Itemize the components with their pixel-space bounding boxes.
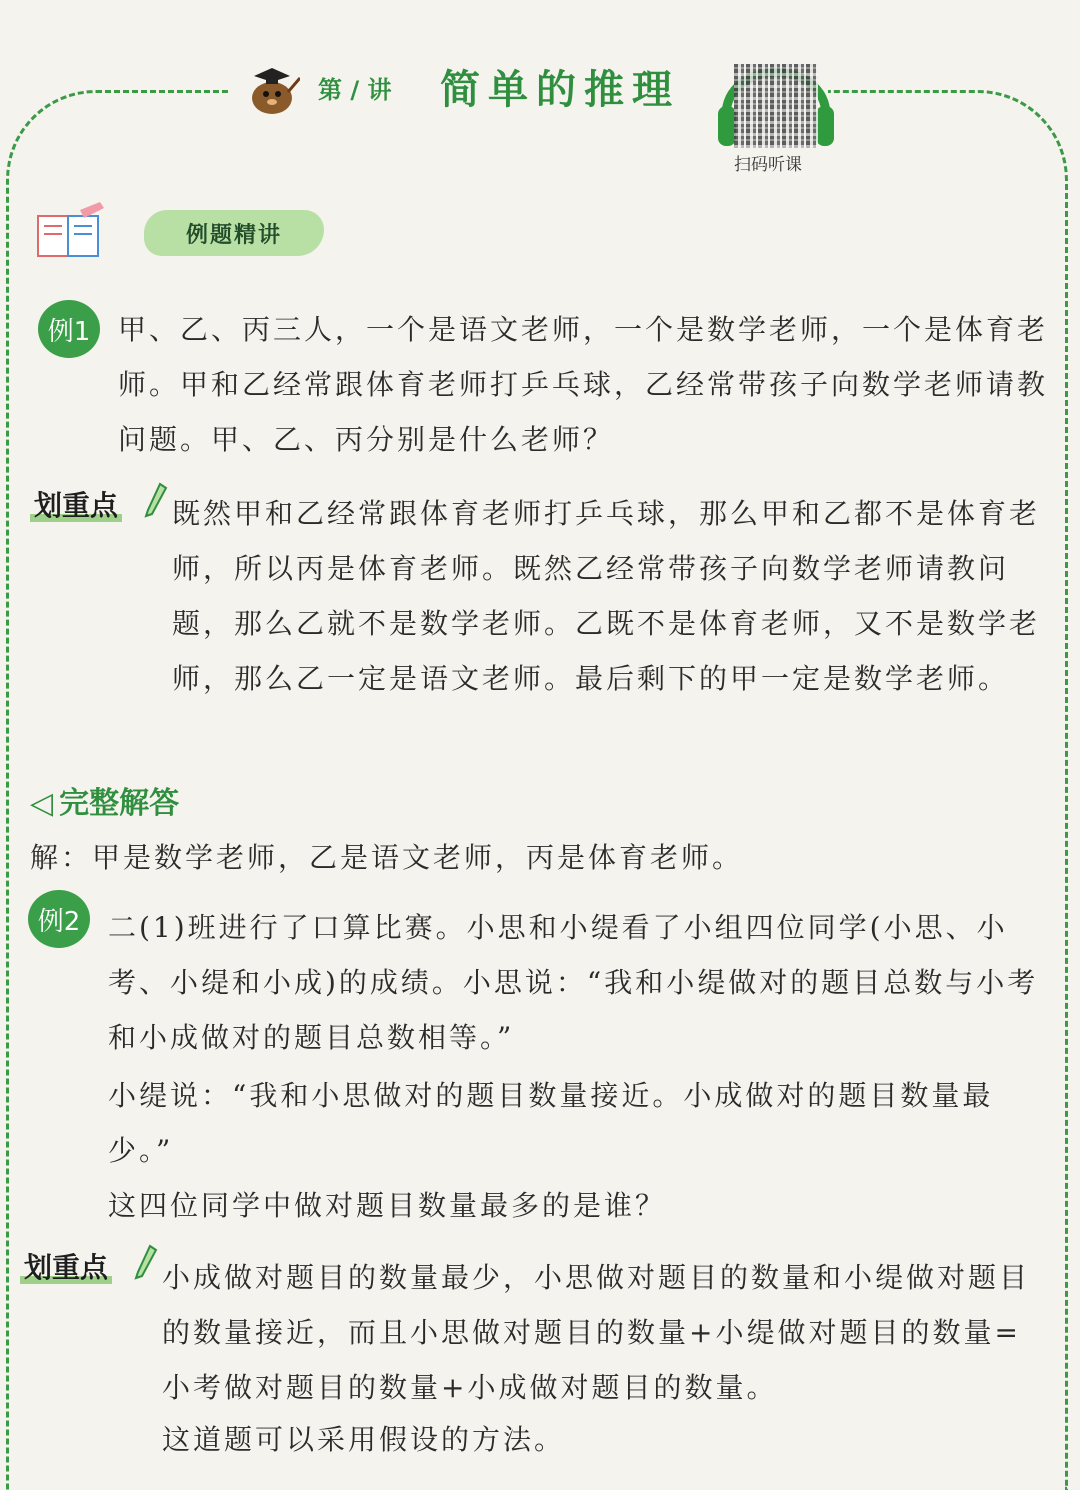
answer-heading-label: 完整解答 (59, 786, 180, 821)
pencil-icon (134, 1244, 158, 1280)
key-point-text-1: 既然甲和乙经常跟体育老师打乒乓球，那么甲和乙都不是体育老师，所以丙是体育老师。既然乙经常带孩子向数学老师请教问题，那么乙就不是数学老师。乙既不是体育老师，又不是数学老师，那么乙一定是语文老师。最后剩下的甲一定是数学老师。 (172, 497, 1041, 695)
key-point-label-1: 划重点 (34, 484, 118, 524)
qr-code[interactable] (734, 64, 818, 148)
section-label: 例题精讲 (144, 210, 324, 256)
example-2-question: 二(1)班进行了口算比赛。小思和小缇看了小组四位同学(小思、小考、小缇和小成)的成绩。小思说：“我和小缇做对的题目总数与小考和小成做对的题目总数相等。” (108, 911, 1039, 1054)
key-point-text-2: 小成做对题目的数量最少，小思做对题目的数量和小缇做对题目的数量接近，而且小思做对题目的数量+小缇做对题目的数量=小考做对题目的数量+小成做对题目的数量。 (162, 1261, 1031, 1404)
example-1-question: 甲、乙、丙三人，一个是语文老师，一个是数学老师，一个是体育老师。甲和乙经常跟体育老师打乒乓球，乙经常带孩子向数学老师请教问题。甲、乙、丙分别是什么老师？ (118, 313, 1049, 456)
section-header (34, 196, 304, 276)
send-arrow-icon: ◁ (30, 786, 54, 821)
key-point-text-2b: 这道题可以采用假设的方法。 (162, 1423, 566, 1456)
example-2-quote: 小缇说：“我和小思做对的题目数量接近。小成做对的题目数量最少。” (108, 1079, 994, 1167)
key-point-label-2: 划重点 (24, 1246, 108, 1286)
answer-text: 解：甲是数学老师，乙是语文老师，丙是体育老师。 (30, 841, 744, 874)
page-title: 简单的推理 (440, 67, 680, 113)
notebook-icon (34, 202, 106, 266)
example-2-ask: 这四位同学中做对题目数量最多的是谁？ (108, 1189, 667, 1222)
example-2-badge: 例2 (28, 890, 90, 948)
pencil-icon (144, 482, 168, 518)
qr-label: 扫码听课 (734, 155, 802, 175)
answer-heading (30, 778, 179, 822)
mole-mascot-icon (244, 62, 300, 116)
lecture-number: 第 / 讲 (318, 76, 392, 104)
example-1-badge: 例1 (38, 300, 100, 358)
